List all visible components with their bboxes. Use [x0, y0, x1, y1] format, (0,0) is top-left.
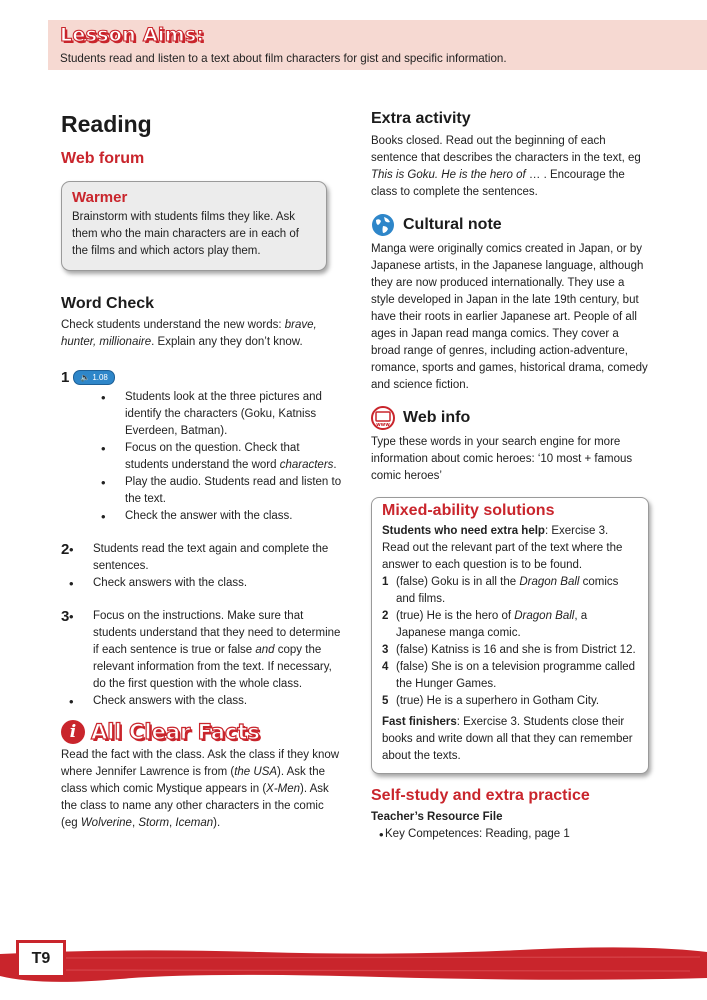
- exercise-1: [61, 369, 343, 525]
- web-info-text: Type these words in your search engine for more information about comic heroes: ‘10 most + famous comic heroes’: [371, 436, 633, 482]
- list-item-text: (true) He is the hero of: [396, 610, 515, 622]
- exercise-3-steps: [61, 608, 343, 710]
- list-item: • Key Competences: Reading, page 1: [371, 826, 651, 843]
- fast-finishers-label: Fast finishers: [382, 716, 457, 728]
- mixed-ability-title: Mixed-ability solutions: [382, 502, 555, 519]
- facts-italic: Wolverine: [80, 817, 132, 829]
- exercise-2: [61, 541, 343, 592]
- extra-help-label: Students who need extra help: [382, 525, 545, 537]
- word-check-lead: Check students understand the new words:: [61, 319, 285, 331]
- lesson-aims-banner: [48, 20, 707, 70]
- cultural-note-title: Cultural note: [403, 216, 502, 233]
- www-icon: [371, 406, 395, 430]
- list-item-text: Focus on the instructions. Make sure that students understand that they need to determine if each sentence is true or false: [93, 610, 341, 656]
- page-number: T9: [16, 940, 66, 978]
- word-check-text: [61, 317, 343, 351]
- word-check-title: Word Check: [61, 295, 155, 312]
- facts-text-part: ). Ask the class to name any other characters in the comic (eg: [61, 783, 329, 829]
- list-item: [382, 574, 638, 608]
- extra-activity-title: Extra activity: [371, 110, 471, 127]
- list-item-text: (false) Katniss is 16 and she is from District 12.: [396, 644, 636, 656]
- list-number: 3: [382, 644, 389, 656]
- list-item-text: (false) Goku is in all the: [396, 576, 520, 588]
- exercise-3-number: 3: [61, 608, 70, 625]
- list-item-emphasis: characters: [279, 459, 334, 471]
- right-column: [371, 110, 651, 843]
- self-study-subtitle-text: Teacher’s Resource File: [371, 811, 503, 823]
- list-number: 1: [382, 576, 389, 588]
- list-item: [382, 693, 638, 710]
- list-item: [382, 608, 638, 642]
- list-item: • Students read the text again and complete the sentences.: [61, 541, 343, 575]
- web-info-header: [371, 406, 651, 430]
- extra-text-part: … . Encourage the class to complete the sentences.: [371, 169, 625, 198]
- facts-italic: Iceman: [175, 817, 214, 829]
- list-item: [93, 440, 343, 474]
- lesson-aims-title: Lesson Aims:: [60, 24, 205, 46]
- list-item-text: (true) He is a superhero in Gotham City.: [396, 695, 600, 707]
- exercise-2-number: 2: [61, 541, 70, 558]
- list-item-text: Focus on the question. Check that students understand the word: [125, 442, 300, 471]
- self-study-subtitle: [371, 809, 651, 826]
- facts-separator: ,: [169, 817, 176, 829]
- list-item: • Check answers with the class.: [61, 693, 343, 710]
- word-check-tail: . Explain any they don’t know.: [151, 336, 303, 348]
- facts-header: [61, 720, 343, 744]
- word-check-words: brave, hunter, millionaire: [61, 319, 317, 348]
- www-icon-label: www: [376, 422, 390, 428]
- list-item: [382, 642, 638, 659]
- list-item-text: comics and films.: [396, 576, 619, 605]
- list-number: 2: [382, 610, 389, 622]
- exercise-2-steps: [61, 541, 343, 592]
- extra-text-part: Books closed. Read out the beginning of each sentence that describes the characters in the text, eg: [371, 135, 641, 164]
- footer-brush-stroke: [0, 930, 707, 990]
- self-study-title: Self-study and extra practice: [371, 787, 590, 804]
- info-icon: i: [61, 720, 85, 744]
- web-info-title: Web info: [403, 409, 471, 426]
- fast-finishers-text: : Exercise 3. Students close their books and write down all that they can remember about the texts.: [382, 716, 633, 762]
- list-number: 5: [382, 695, 389, 707]
- section-subtitle: Web forum: [61, 150, 145, 167]
- list-item: [382, 659, 638, 693]
- warmer-title: Warmer: [72, 189, 128, 206]
- speaker-icon: 🔈: [80, 373, 91, 382]
- list-item-emphasis: Dragon Ball: [514, 610, 575, 622]
- list-item-text: , a Japanese manga comic.: [396, 610, 588, 639]
- extra-help-text: : Exercise 3.: [544, 525, 609, 537]
- list-item-text: .: [333, 459, 337, 471]
- left-column: [61, 108, 343, 832]
- facts-separator: ,: [131, 817, 139, 829]
- globe-icon: [371, 213, 395, 237]
- cultural-note-header: [371, 213, 651, 237]
- facts-text-part: ).: [213, 817, 221, 829]
- exercise-3: [61, 608, 343, 710]
- facts-text-part: ). Ask the class which comic Mystique appears in (: [61, 766, 325, 795]
- list-item-emphasis: and: [255, 644, 275, 656]
- extra-help-line: [382, 523, 638, 540]
- exercise-1-number: 1: [61, 369, 70, 386]
- list-number: 4: [382, 661, 389, 673]
- self-study-list: [371, 826, 651, 843]
- audio-track-label: 1.08: [92, 373, 108, 382]
- list-item: • Students look at the three pictures and identify the characters (Goku, Katniss Everdeen, Batman).: [93, 389, 343, 440]
- list-item: [61, 608, 343, 693]
- list-item-text: (false) She is on a television programme called the Hunger Games.: [396, 661, 636, 690]
- list-item-emphasis: Dragon Ball: [519, 576, 580, 588]
- list-item-text: copy the relevant information from the text. If necessary, do the first question with the whole class.: [93, 644, 332, 690]
- facts-italic: X-Men: [266, 783, 301, 795]
- facts-text-part: Read the fact with the class. Ask the class if they know where Jennifer Lawrence is from (: [61, 749, 340, 778]
- warmer-box: [61, 181, 327, 271]
- page-title: Reading: [61, 111, 152, 137]
- list-item: • Play the audio. Students read and listen to the text.: [93, 474, 343, 508]
- mixed-ability-box: [371, 497, 649, 774]
- mixed-intro: Read out the relevant part of the text where the answer to each question is to be found.: [382, 542, 623, 571]
- facts-italic: the USA: [234, 766, 278, 778]
- extra-italic: This is Goku. He is the hero of: [371, 169, 526, 181]
- exercise-1-steps: [93, 389, 343, 525]
- extra-activity-text: [371, 133, 651, 201]
- audio-track-button[interactable]: [73, 370, 115, 385]
- warmer-text: Brainstorm with students films they like. Ask them who the main characters are in each of the films and which actors play them.: [72, 211, 299, 257]
- cultural-note-text: Manga were originally comics created in Japan, or by Japanese artists, in the Japanese language, although they are now produced internationally. They use a style developed in Japan in the late 19th century, but have their roots in earlier Japanese art. People of all ages in Japan read manga comics. They cover a broad range of genres, including action-adventure, romance, sports and games, historical drama, comedy and science fiction.: [371, 243, 648, 391]
- facts-title: All Clear Facts: [91, 720, 260, 744]
- list-item: • Check the answer with the class.: [93, 508, 343, 525]
- facts-italic: Storm: [138, 817, 170, 829]
- fast-finishers-line: [382, 714, 638, 765]
- answer-list: [382, 574, 638, 710]
- lesson-aims-text: Students read and listen to a text about film characters for gist and specific information.: [60, 52, 507, 65]
- list-item: • Check answers with the class.: [61, 575, 343, 592]
- facts-text: [61, 747, 343, 832]
